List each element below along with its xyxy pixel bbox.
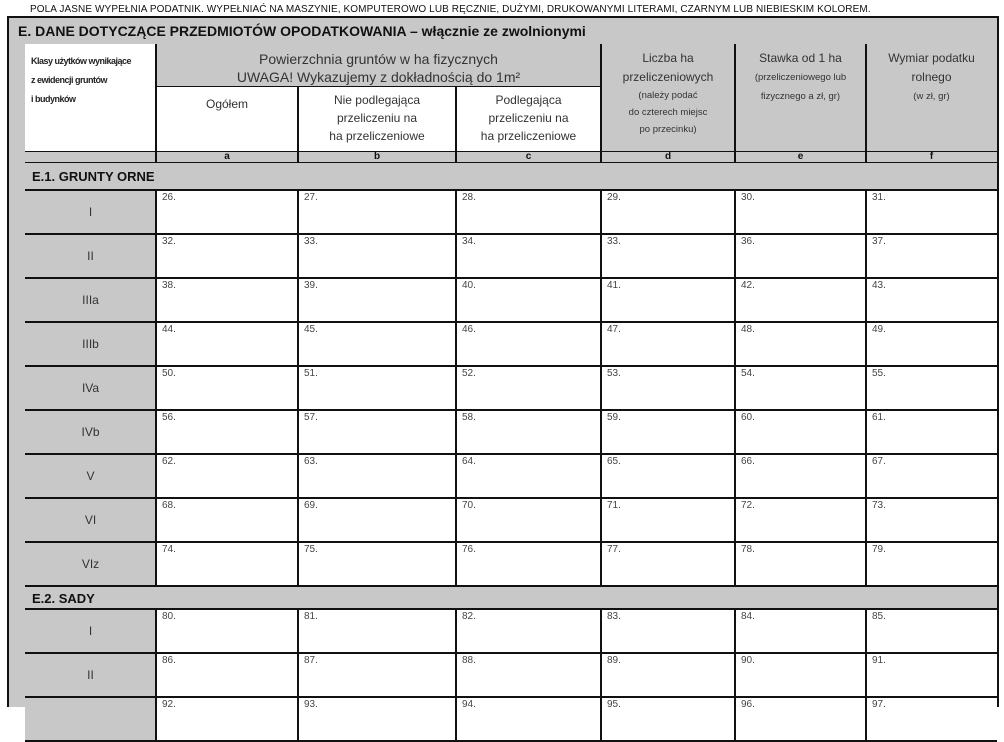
input-field-76[interactable] (455, 543, 601, 587)
input-field-45[interactable] (297, 323, 456, 367)
field-number: 42. (741, 280, 755, 291)
field-number: 82. (462, 611, 476, 622)
input-field-39[interactable] (297, 279, 456, 323)
input-field-78[interactable] (734, 543, 866, 587)
input-field-79[interactable] (865, 543, 997, 587)
input-field-75[interactable] (297, 543, 456, 587)
input-field-57[interactable] (297, 411, 456, 455)
header-col-f-line-0: Wymiar podatku (888, 51, 975, 65)
field-number: 81. (304, 611, 318, 622)
field-number: 95. (607, 699, 621, 710)
field-number: 28. (462, 192, 476, 203)
field-number: 63. (304, 456, 318, 467)
input-field-55[interactable] (865, 367, 997, 411)
input-field-36[interactable] (734, 235, 866, 279)
header-col-e-line-2: fizycznego a zł, gr) (760, 91, 841, 102)
input-field-43[interactable] (865, 279, 997, 323)
input-field-70[interactable] (455, 499, 601, 543)
input-field-72[interactable] (734, 499, 866, 543)
input-field-69[interactable] (297, 499, 456, 543)
field-number: 33. (304, 236, 318, 247)
class-label-1-1: II (25, 654, 156, 698)
column-letter-b: b (373, 151, 381, 162)
input-field-59[interactable] (600, 411, 735, 455)
field-number: 33. (607, 236, 621, 247)
input-field-81[interactable] (297, 610, 456, 654)
class-label-0-5: IVb (25, 411, 156, 455)
field-number: 46. (462, 324, 476, 335)
input-field-28[interactable] (455, 191, 601, 235)
field-number: 26. (162, 192, 176, 203)
field-number: 52. (462, 368, 476, 379)
input-field-38[interactable] (155, 279, 298, 323)
input-field-94[interactable] (455, 698, 601, 742)
field-number: 53. (607, 368, 621, 379)
input-field-90[interactable] (734, 654, 866, 698)
input-field-82[interactable] (455, 610, 601, 654)
input-field-83[interactable] (600, 610, 735, 654)
header-col-f-line-2: (w zł, gr) (913, 91, 950, 102)
header-col-b-line-1: przeliczeniu na (336, 111, 418, 125)
input-field-68[interactable] (155, 499, 298, 543)
field-number: 80. (162, 611, 176, 622)
header-class-label-line-1: z ewidencji gruntów (31, 75, 108, 85)
field-number: 56. (162, 412, 176, 423)
field-number: 60. (741, 412, 755, 423)
input-field-58[interactable] (455, 411, 601, 455)
field-number: 40. (462, 280, 476, 291)
subsection-bar-0 (9, 163, 997, 191)
field-number: 86. (162, 655, 176, 666)
input-field-48[interactable] (734, 323, 866, 367)
field-number: 64. (462, 456, 476, 467)
header-col-b-line-2: ha przeliczeniowe (329, 129, 425, 143)
input-field-52[interactable] (455, 367, 601, 411)
input-field-32[interactable] (155, 235, 298, 279)
header-col-d-line-3: do czterech miejsc (628, 107, 708, 118)
field-number: 38. (162, 280, 176, 291)
input-field-97[interactable] (865, 698, 997, 742)
column-letter-f: f (929, 151, 934, 162)
field-number: 68. (162, 500, 176, 511)
input-field-44[interactable] (155, 323, 298, 367)
header-col-d-line-2: (należy podać (638, 90, 698, 101)
input-field-84[interactable] (734, 610, 866, 654)
column-letter-e: e (797, 151, 804, 162)
input-field-71[interactable] (600, 499, 735, 543)
header-class-label-line-0: Klasy użytków wynikające (31, 56, 132, 66)
field-number: 30. (741, 192, 755, 203)
field-number: 96. (741, 699, 755, 710)
subsection-title-1: E.2. SADY (32, 590, 95, 606)
class-label-0-1: II (25, 235, 156, 279)
header-area-group (156, 50, 601, 86)
header-col-e-line-1: (przeliczeniowego lub (754, 72, 847, 83)
column-letter-d: d (664, 151, 672, 162)
input-field-31[interactable] (865, 191, 997, 235)
header-col-e-line-0: Stawka od 1 ha (759, 51, 842, 65)
input-field-96[interactable] (734, 698, 866, 742)
input-field-33[interactable] (297, 235, 456, 279)
field-number: 31. (872, 192, 886, 203)
input-field-42[interactable] (734, 279, 866, 323)
input-field-92[interactable] (155, 698, 298, 742)
field-number: 54. (741, 368, 755, 379)
input-field-60[interactable] (734, 411, 866, 455)
field-number: 85. (872, 611, 886, 622)
header-col-d-line-4: po przecinku) (639, 124, 697, 135)
input-field-67[interactable] (865, 455, 997, 499)
header-col-e (735, 49, 866, 106)
field-number: 87. (304, 655, 318, 666)
field-number: 41. (607, 280, 621, 291)
input-field-33[interactable] (600, 235, 735, 279)
field-number: 83. (607, 611, 621, 622)
input-field-54[interactable] (734, 367, 866, 411)
field-number: 61. (872, 412, 886, 423)
header-col-b-line-0: Nie podlegająca (333, 93, 421, 107)
fill-instructions-note: POLA JASNE WYPEŁNIA PODATNIK. WYPEŁNIAĆ NA MASZYNIE, KOMPUTEROWO LUB RĘCZNIE, DUŻYMI, DRUKOWANYMI LITERAMI, CZARNYM LUB NIEBIESKIM KOLOREM. (30, 4, 871, 15)
input-field-41[interactable] (600, 279, 735, 323)
header-col-d (601, 49, 735, 138)
subsection-bar-1 (9, 587, 997, 610)
input-field-89[interactable] (600, 654, 735, 698)
class-label-0-0: I (25, 191, 156, 235)
field-number: 48. (741, 324, 755, 335)
field-number: 51. (304, 368, 318, 379)
header-col-d-line-0: Liczba ha (642, 51, 694, 65)
input-field-62[interactable] (155, 455, 298, 499)
field-number: 75. (304, 544, 318, 555)
field-number: 29. (607, 192, 621, 203)
field-number: 90. (741, 655, 755, 666)
input-field-37[interactable] (865, 235, 997, 279)
class-label-0-7: VI (25, 499, 156, 543)
header-col-d-line-1: przeliczeniowych (622, 70, 714, 84)
field-number: 69. (304, 500, 318, 511)
table-right-line (997, 44, 999, 707)
field-number: 39. (304, 280, 318, 291)
input-field-88[interactable] (455, 654, 601, 698)
header-col-c-line-0: Podlegająca (495, 93, 562, 107)
header-col-c (456, 91, 601, 145)
field-number: 36. (741, 236, 755, 247)
field-number: 50. (162, 368, 176, 379)
input-field-73[interactable] (865, 499, 997, 543)
field-number: 47. (607, 324, 621, 335)
field-number: 70. (462, 500, 476, 511)
field-number: 76. (462, 544, 476, 555)
class-label-0-4: IVa (25, 367, 156, 411)
input-field-95[interactable] (600, 698, 735, 742)
input-field-47[interactable] (600, 323, 735, 367)
field-number: 84. (741, 611, 755, 622)
section-e-title-prefix: E. DANE DOTYCZĄCE PRZEDMIOTÓW OPODATKOWANIA – (18, 23, 422, 39)
header-area-group-line-1: UWAGA! Wykazujemy z dokładnością do 1m² (236, 69, 521, 85)
input-field-26[interactable] (155, 191, 298, 235)
field-number: 97. (872, 699, 886, 710)
field-number: 32. (162, 236, 176, 247)
header-class-label (31, 52, 154, 109)
field-number: 88. (462, 655, 476, 666)
field-number: 94. (462, 699, 476, 710)
field-number: 58. (462, 412, 476, 423)
field-number: 65. (607, 456, 621, 467)
input-field-66[interactable] (734, 455, 866, 499)
field-number: 49. (872, 324, 886, 335)
field-number: 27. (304, 192, 318, 203)
section-e-title-suffix: włącznie ze zwolnionymi (421, 23, 586, 39)
subsection-title-0: E.1. GRUNTY ORNE (32, 169, 155, 184)
header-col-f-line-1: rolnego (911, 70, 952, 84)
field-number: 43. (872, 280, 886, 291)
column-letter-a: a (224, 151, 230, 162)
field-number: 93. (304, 699, 318, 710)
input-field-49[interactable] (865, 323, 997, 367)
header-col-f (866, 49, 997, 106)
field-number: 59. (607, 412, 621, 423)
field-number: 66. (741, 456, 755, 467)
header-area-group-line-0: Powierzchnia gruntów w ha fizycznych (259, 51, 498, 67)
input-field-46[interactable] (455, 323, 601, 367)
class-label-0-3: IIIb (25, 323, 156, 367)
field-number: 55. (872, 368, 886, 379)
input-field-56[interactable] (155, 411, 298, 455)
header-col-a (156, 96, 298, 112)
field-number: 72. (741, 500, 755, 511)
field-number: 67. (872, 456, 886, 467)
input-field-34[interactable] (455, 235, 601, 279)
field-number: 89. (607, 655, 621, 666)
input-field-63[interactable] (297, 455, 456, 499)
field-number: 78. (741, 544, 755, 555)
field-number: 91. (872, 655, 886, 666)
header-col-c-line-1: przeliczeniu na (488, 111, 569, 125)
input-field-40[interactable] (455, 279, 601, 323)
input-field-87[interactable] (297, 654, 456, 698)
field-number: 45. (304, 324, 318, 335)
field-number: 34. (462, 236, 476, 247)
header-col-a-line-0: Ogółem (205, 97, 249, 111)
input-field-91[interactable] (865, 654, 997, 698)
input-field-64[interactable] (455, 455, 601, 499)
field-number: 77. (607, 544, 621, 555)
input-field-74[interactable] (155, 543, 298, 587)
class-label-1-0: I (25, 610, 156, 654)
input-field-30[interactable] (734, 191, 866, 235)
class-label-0-2: IIIa (25, 279, 156, 323)
class-label-0-6: V (25, 455, 156, 499)
input-field-93[interactable] (297, 698, 456, 742)
header-class-label-line-2: i budynków (31, 94, 76, 104)
field-number: 74. (162, 544, 176, 555)
header-col-b (298, 91, 456, 145)
field-number: 79. (872, 544, 886, 555)
input-field-51[interactable] (297, 367, 456, 411)
class-label-0-8: VIz (25, 543, 156, 587)
field-number: 71. (607, 500, 621, 511)
header-col-c-line-2: ha przeliczeniowe (480, 129, 577, 143)
header-area-underline (156, 86, 601, 87)
field-number: 62. (162, 456, 176, 467)
input-field-77[interactable] (600, 543, 735, 587)
class-label-1-2 (25, 698, 156, 742)
input-field-86[interactable] (155, 654, 298, 698)
column-letter-c: c (525, 151, 532, 162)
input-field-61[interactable] (865, 411, 997, 455)
field-number: 37. (872, 236, 886, 247)
section-e-bar (9, 18, 997, 44)
field-number: 57. (304, 412, 318, 423)
field-number: 44. (162, 324, 176, 335)
field-number: 73. (872, 500, 886, 511)
input-field-53[interactable] (600, 367, 735, 411)
input-field-50[interactable] (155, 367, 298, 411)
field-number: 92. (162, 699, 176, 710)
input-field-85[interactable] (865, 610, 997, 654)
input-field-27[interactable] (297, 191, 456, 235)
input-field-29[interactable] (600, 191, 735, 235)
input-field-80[interactable] (155, 610, 298, 654)
input-field-65[interactable] (600, 455, 735, 499)
section-e-title (18, 23, 586, 39)
